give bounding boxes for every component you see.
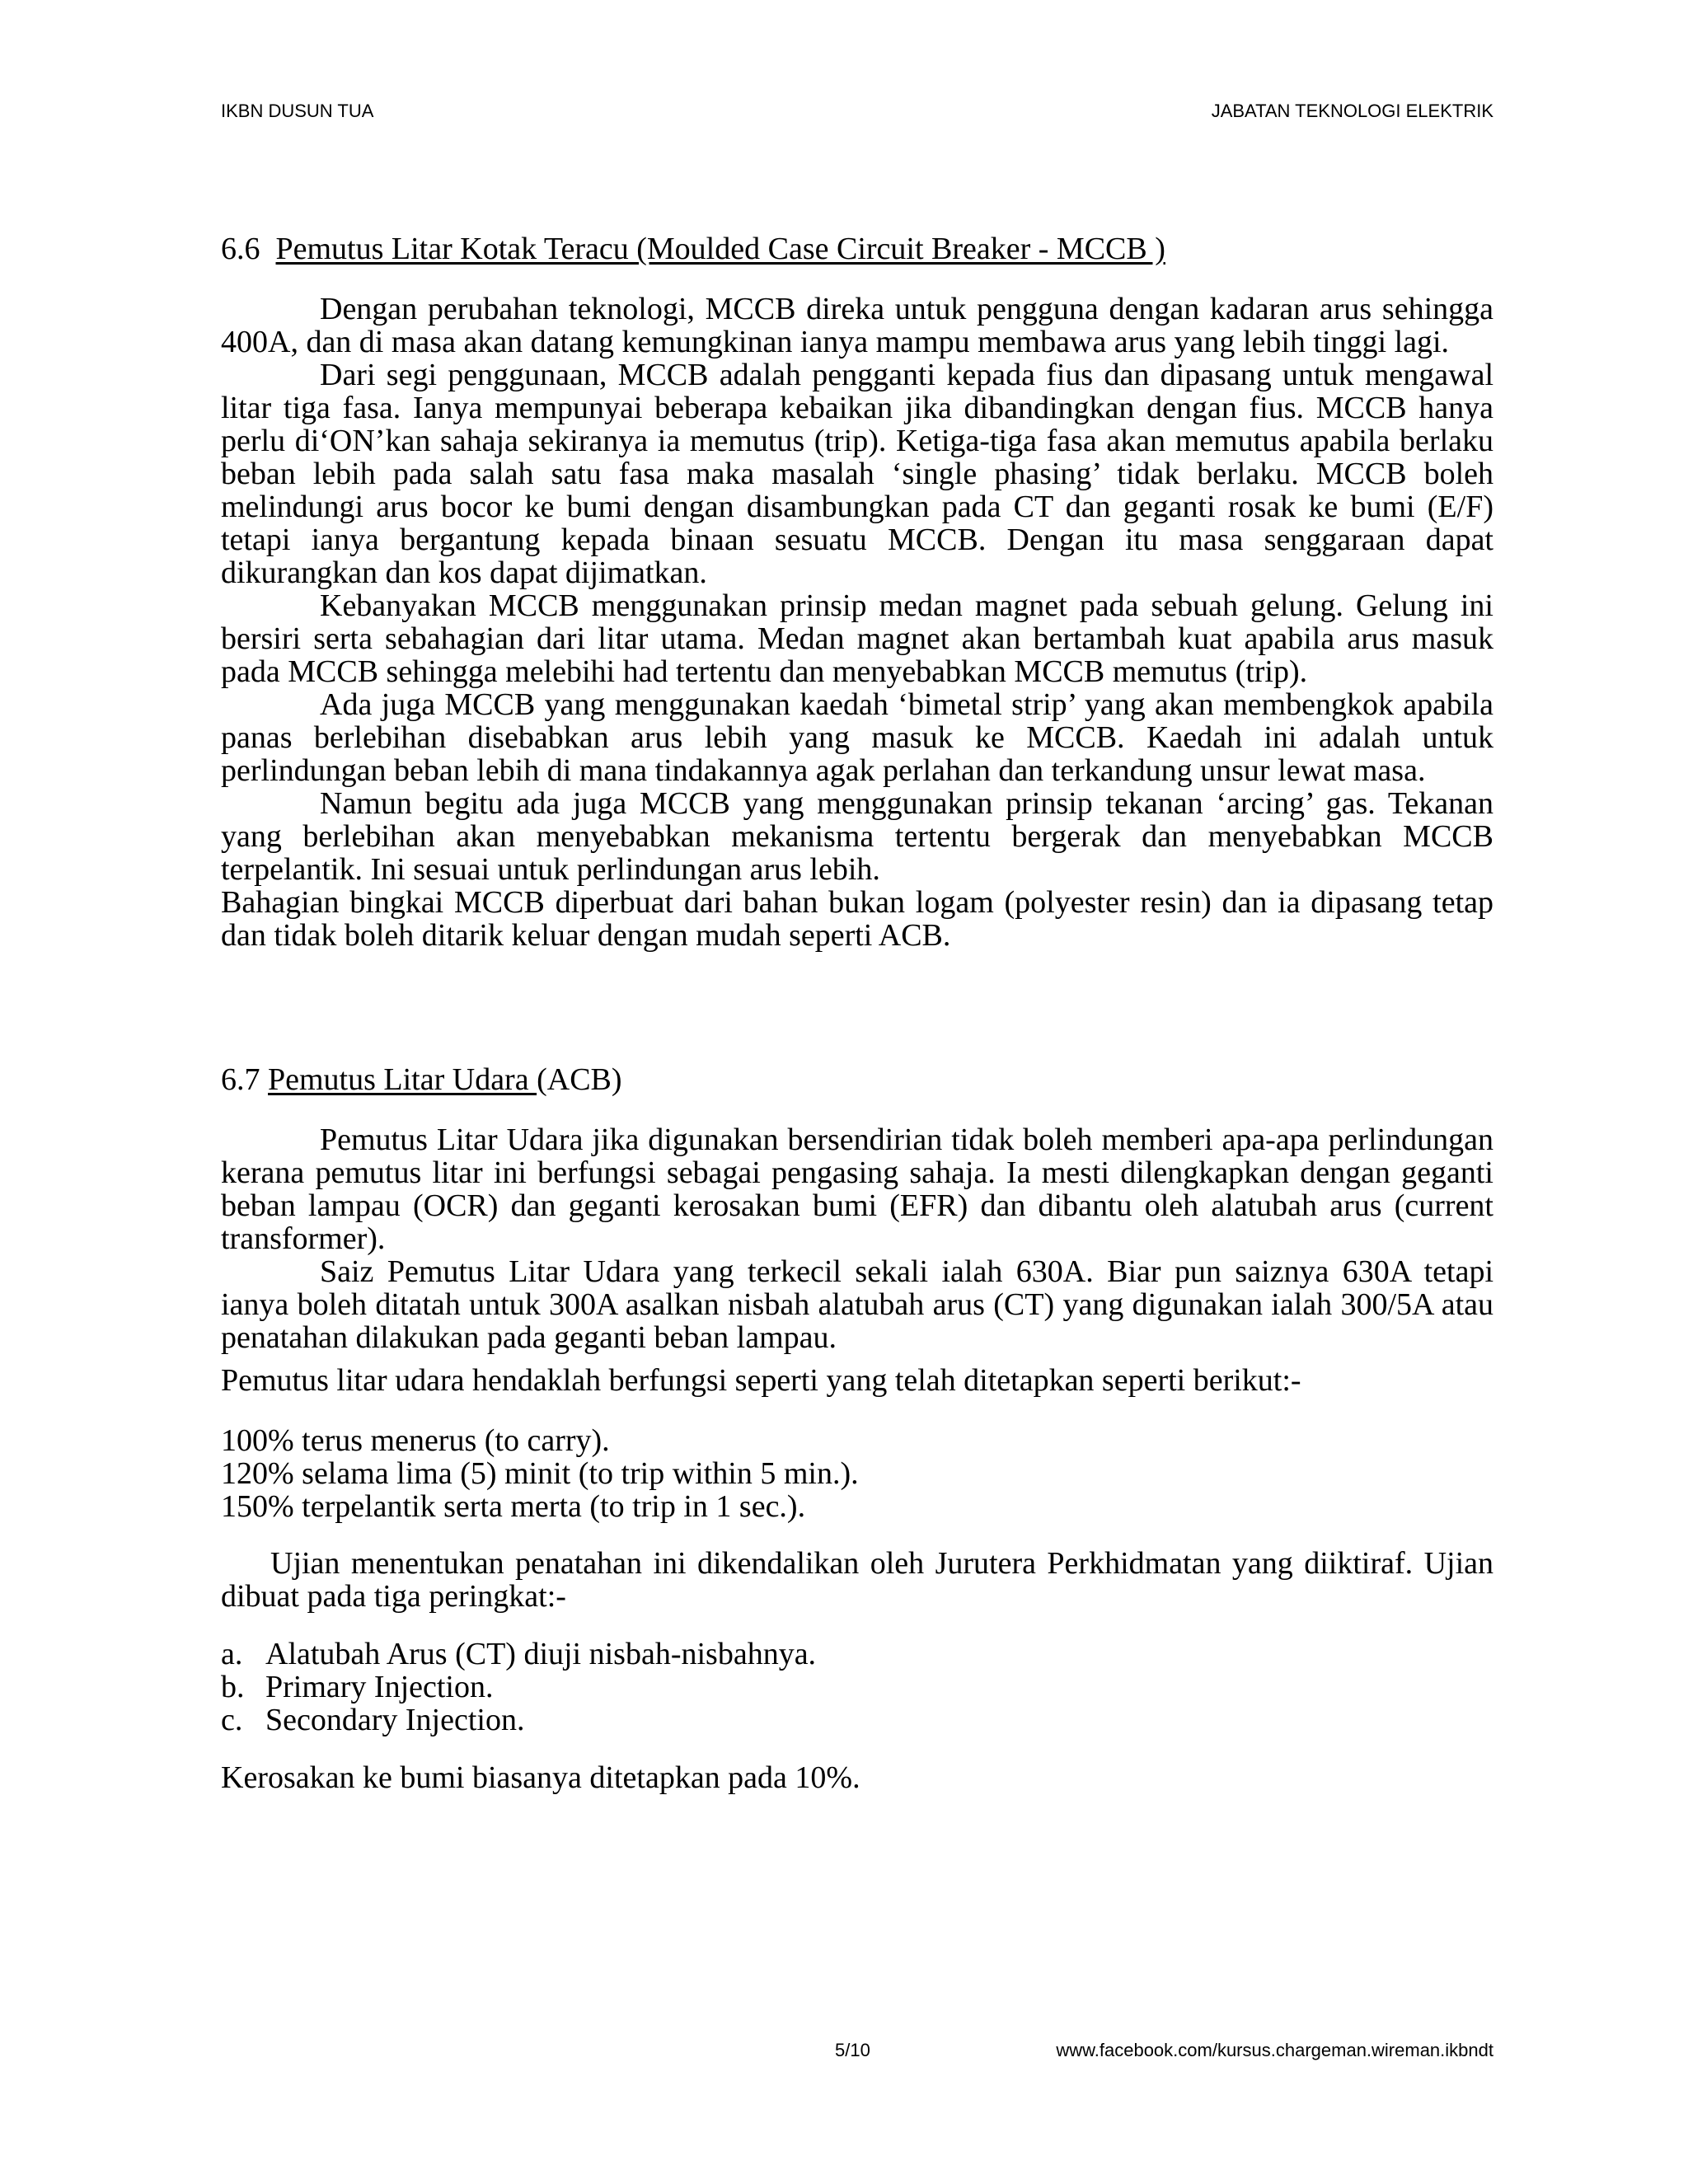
- list-item: [221, 1638, 1493, 1671]
- list-item: 100% terus menerus (to carry).: [221, 1423, 610, 1458]
- list-item: [221, 1704, 1493, 1736]
- section-6-7-body: [221, 1123, 1493, 1354]
- paragraph: Kerosakan ke bumi biasanya ditetapkan pada 10%.: [221, 1760, 860, 1795]
- function-list: [221, 1424, 1493, 1523]
- list-item: 120% selama lima (5) minit (to trip within 5 min.).: [221, 1456, 859, 1491]
- list-text: Secondary Injection.: [265, 1703, 525, 1737]
- list-marker: b.: [221, 1670, 245, 1704]
- paragraph: Pemutus Litar Udara jika digunakan bersendirian tidak boleh memberi apa-apa perlindungan kerana pemutus litar ini berfungsi sebagai pengasing sahaja. Ia mesti dilengkapkan dengan geganti beban lampau (OCR) dan geganti kerosakan bumi (EFR) dan dibantu oleh alatubah arus (current transformer).: [221, 1122, 1493, 1256]
- function-intro: [221, 1364, 1493, 1397]
- section-6-6-heading: [221, 232, 1493, 265]
- paragraph: Ada juga MCCB yang menggunakan kaedah ‘bimetal strip’ yang akan membengkok apabila panas berlebihan disebabkan arus lebih yang masuk ke MCCB. Kaedah ini adalah untuk perlindungan beban lebih di mana tindakannya agak perlahan dan terkandung unsur lewat masa.: [221, 687, 1493, 788]
- section-6-7-heading: [221, 1063, 1493, 1096]
- paragraph: Dari segi penggunaan, MCCB adalah pengganti kepada fius dan dipasang untuk mengawal litar tiga fasa. Ianya mempunyai beberapa kebaikan jika dibandingkan dengan fius. MCCB hanya perlu di‘ON’kan sahaja sekiranya ia memutus (trip). Ketiga-tiga fasa akan memutus apabila berlaku beban lebih pada salah satu fasa maka masalah ‘single phasing’ tidak berlaku. MCCB boleh melindungi arus bocor ke bumi dengan disambungkan pada CT dan geganti rosak ke bumi (E/F) tetapi ianya bergantung kepada binaan sesuatu MCCB. Dengan itu masa senggaraan dapat dikurangkan dan kos dapat dijimatkan.: [221, 358, 1493, 590]
- list-text: Primary Injection.: [265, 1670, 494, 1704]
- paragraph: Namun begitu ada juga MCCB yang menggunakan prinsip tekanan ‘arcing’ gas. Tekanan yang berlebihan akan menyebabkan mekanisma tertentu bergerak dan menyebabkan MCCB terpelantik. Ini sesuai untuk perlindungan arus lebih.: [221, 786, 1493, 887]
- section-6-7-number: 6.7: [221, 1062, 260, 1097]
- paragraph: Ujian menentukan penatahan ini dikendalikan oleh Jurutera Perkhidmatan yang diiktiraf. Ujian dibuat pada tiga peringkat:-: [221, 1546, 1493, 1614]
- footer-url: www.facebook.com/kursus.chargeman.wireman.ikbndt: [1056, 2040, 1493, 2060]
- paragraph: Bahagian bingkai MCCB diperbuat dari bahan bukan logam (polyester resin) dan ia dipasang tetap dan tidak boleh ditarik keluar dengan mudah seperti ACB.: [221, 885, 1493, 953]
- header-department: JABATAN TEKNOLOGI ELEKTRIK: [1211, 101, 1493, 121]
- section-6-6-number: 6.6: [221, 232, 260, 266]
- paragraph: Dengan perubahan teknologi, MCCB direka untuk pengguna dengan kadaran arus sehingga 400A, dan di masa akan datang kemungkinan ianya mampu membawa arus yang lebih tinggi lagi.: [221, 292, 1493, 359]
- list-marker: c.: [221, 1703, 243, 1737]
- paragraph: Kebanyakan MCCB menggunakan prinsip medan magnet pada sebuah gelung. Gelung ini bersiri serta sebahagian dari litar utama. Medan magnet akan bertambah kuat apabila arus masuk pada MCCB sehingga melebihi had tertentu dan menyebabkan MCCB memutus (trip).: [221, 588, 1493, 689]
- list-item: 150% terpelantik serta merta (to trip in 1 sec.).: [221, 1489, 806, 1524]
- section-6-6: [221, 232, 1493, 265]
- section-6-7: [221, 1063, 1493, 1096]
- list-marker: a.: [221, 1637, 243, 1671]
- page-number: 5/10: [835, 2040, 870, 2060]
- section-6-7-title: Pemutus Litar Udara: [268, 1062, 537, 1097]
- paragraph: Pemutus litar udara hendaklah berfungsi seperti yang telah ditetapkan seperti berikut:-: [221, 1363, 1301, 1398]
- closing: [221, 1761, 1493, 1794]
- list-item: [221, 1671, 1493, 1704]
- section-6-7-title-suffix: (ACB): [537, 1062, 622, 1097]
- header-institution: IKBN DUSUN TUA: [221, 101, 374, 121]
- test-intro: [221, 1547, 1493, 1613]
- paragraph: Saiz Pemutus Litar Udara yang terkecil sekali ialah 630A. Biar pun saiznya 630A tetapi ianya boleh ditatah untuk 300A asalkan nisbah alatubah arus (CT) yang digunakan ialah 300/5A atau penatahan dilakukan pada geganti beban lampau.: [221, 1254, 1493, 1355]
- test-list: [221, 1638, 1493, 1736]
- section-6-6-body: [221, 293, 1493, 952]
- list-text: Alatubah Arus (CT) diuji nisbah-nisbahnya.: [265, 1637, 817, 1671]
- section-6-6-title: Pemutus Litar Kotak Teracu (Moulded Case Circuit Breaker - MCCB ): [275, 232, 1165, 266]
